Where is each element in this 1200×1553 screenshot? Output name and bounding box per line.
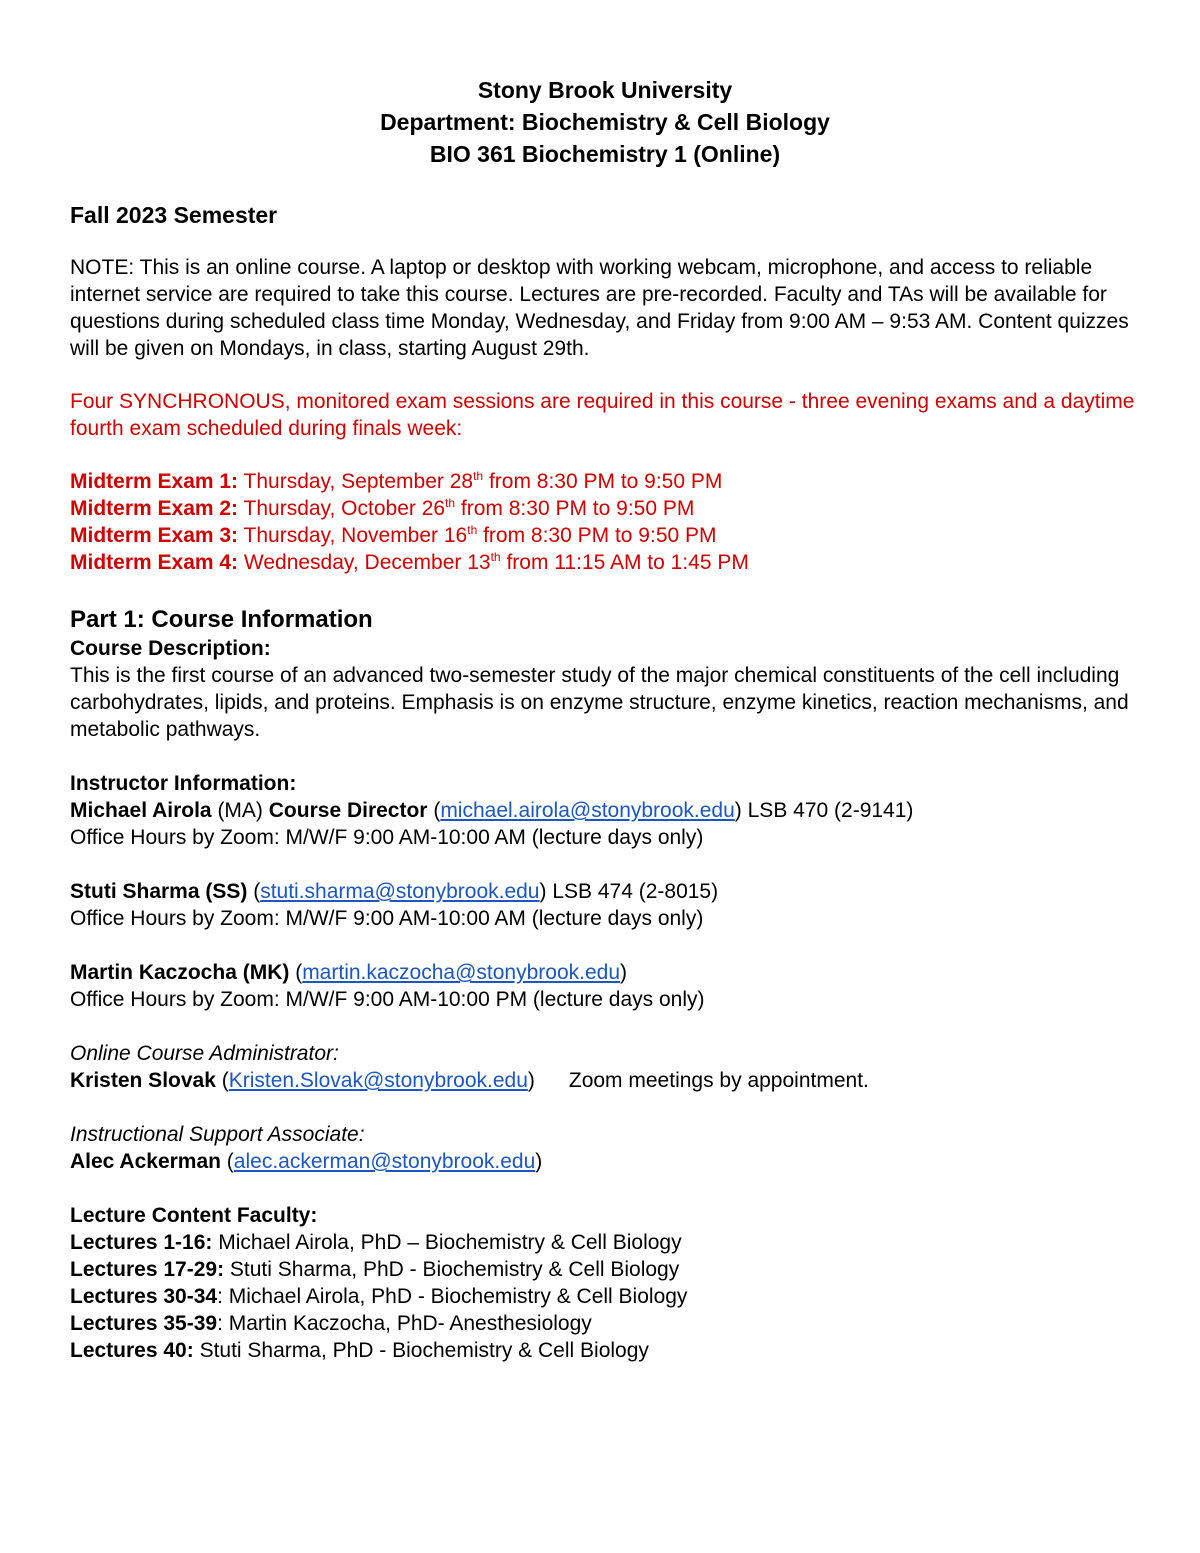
email-link-ackerman[interactable]: alec.ackerman@stonybrook.edu: [233, 1150, 536, 1173]
exam-row: [70, 468, 1140, 495]
admin-note: Zoom meetings by appointment.: [568, 1069, 869, 1092]
admin-name: Kristen Slovak: [70, 1069, 216, 1092]
instructor-office: LSB 470 (2-9141): [741, 799, 914, 822]
email-link-sharma[interactable]: stuti.sharma@stonybrook.edu: [260, 880, 540, 903]
lecture-faculty-name: Stuti Sharma, PhD - Biochemistry & Cell Biology: [193, 1339, 649, 1362]
instructor-sharma-block: [70, 878, 1140, 932]
lecture-faculty-name: Michael Airola, PhD – Biochemistry & Cell Biology: [212, 1231, 682, 1254]
exam-time: from 11:15 AM to 1:45 PM: [500, 551, 749, 574]
exam-date: Wednesday, December 13: [238, 551, 491, 574]
exam-date: Thursday, November 16: [238, 524, 468, 547]
lecture-faculty-name: : Martin Kaczocha, PhD- Anesthesiology: [217, 1312, 592, 1335]
exam-row: [70, 495, 1140, 522]
exam-schedule: [70, 468, 1140, 576]
office-hours-sharma: Office Hours by Zoom: M/W/F 9:00 AM-10:00 AM (lecture days only): [70, 907, 704, 930]
semester-heading: Fall 2023 Semester: [70, 202, 278, 228]
instructor-heading: Instructor Information:: [70, 772, 297, 795]
instructor-initials: (MA): [211, 799, 269, 822]
admin-contact: Kristen Slovak (Kristen.Slovak@stonybrook.edu) Zoom meetings by appointment.: [70, 1069, 869, 1092]
course-title: BIO 361 Biochemistry 1 (Online): [429, 141, 781, 167]
lecture-row: [70, 1337, 1140, 1364]
instructor-sharma: Stuti Sharma (SS) (stuti.sharma@stonybrook.edu) LSB 474 (2-8015): [70, 880, 719, 903]
exam-label: Midterm Exam 4:: [70, 551, 239, 574]
lecture-range: Lectures 30-34: [70, 1285, 218, 1308]
lecture-faculty-name: : Michael Airola, PhD - Biochemistry & Cell Biology: [217, 1285, 688, 1308]
online-course-note: NOTE: This is an online course. A laptop or desktop with working webcam, microphone, and access to reliable internet service are required to take this course. Lectures are pre-recorded. Faculty and TAs will be available for questions during scheduled class time Monday, Wednesday, and Friday from 9:00 AM – 9:53 AM. Content quizzes will be given on Mondays, in class, starting August 29th.: [70, 256, 1129, 360]
instructor-kaczocha-block: [70, 959, 1140, 1013]
exam-label: Midterm Exam 2:: [70, 497, 239, 520]
exam-date-suffix: th: [490, 550, 501, 564]
part1-heading: Part 1: Course Information: [70, 606, 373, 633]
instructor-name: Martin Kaczocha (MK): [70, 961, 290, 984]
lecture-range: Lectures 35-39: [70, 1312, 218, 1335]
instructor-role: Course Director: [268, 799, 428, 822]
syllabus-page: [70, 74, 1140, 1364]
lecture-range: Lectures 17-29:: [70, 1258, 225, 1281]
lecture-faculty-heading: Lecture Content Faculty:: [70, 1204, 318, 1227]
support-contact: Alec Ackerman (alec.ackerman@stonybrook.edu): [70, 1150, 543, 1173]
department-name: Department: Biochemistry & Cell Biology: [380, 109, 830, 135]
email-link-kaczocha[interactable]: martin.kaczocha@stonybrook.edu: [302, 961, 620, 984]
admin-role: Online Course Administrator:: [70, 1042, 339, 1065]
exam-date-suffix: th: [473, 469, 484, 483]
email-link-airola[interactable]: michael.airola@stonybrook.edu: [440, 799, 735, 822]
lecture-row: [70, 1256, 1140, 1283]
exam-time: from 8:30 PM to 9:50 PM: [483, 470, 723, 493]
lecture-faculty-name: Stuti Sharma, PhD - Biochemistry & Cell Biology: [224, 1258, 680, 1281]
exam-row: [70, 522, 1140, 549]
lecture-range: Lectures 40:: [70, 1339, 194, 1362]
instructor-kaczocha: Martin Kaczocha (MK) (martin.kaczocha@stonybrook.edu): [70, 961, 627, 984]
exam-label: Midterm Exam 3:: [70, 524, 239, 547]
email-link-slovak[interactable]: Kristen.Slovak@stonybrook.edu: [228, 1069, 528, 1092]
document-header: [70, 74, 1140, 170]
lecture-row: [70, 1229, 1140, 1256]
exam-warning: Four SYNCHRONOUS, monitored exam sessions are required in this course - three evening exams and a daytime fourth exam scheduled during finals week:: [70, 390, 1135, 440]
exam-date: Thursday, September 28: [238, 470, 474, 493]
exam-row: [70, 549, 1140, 576]
support-associate: [70, 1121, 1140, 1175]
instructor-office: LSB 474 (2-8015): [546, 880, 719, 903]
course-description-heading: Course Description:: [70, 637, 271, 660]
exam-date-suffix: th: [467, 523, 478, 537]
exam-time: from 8:30 PM to 9:50 PM: [455, 497, 695, 520]
lecture-range: Lectures 1-16:: [70, 1231, 213, 1254]
university-name: Stony Brook University: [477, 77, 733, 103]
lecture-row: [70, 1283, 1140, 1310]
office-hours-kaczocha: Office Hours by Zoom: M/W/F 9:00 AM-10:00 PM (lecture days only): [70, 988, 705, 1011]
support-role: Instructional Support Associate:: [70, 1123, 365, 1146]
exam-label: Midterm Exam 1:: [70, 470, 239, 493]
instructor-name: Stuti Sharma (SS): [70, 880, 248, 903]
exam-date-suffix: th: [445, 496, 456, 510]
support-name: Alec Ackerman: [70, 1150, 221, 1173]
course-administrator: [70, 1040, 1140, 1094]
office-hours-airola: Office Hours by Zoom: M/W/F 9:00 AM-10:00 AM (lecture days only): [70, 826, 704, 849]
instructor-name: Michael Airola: [70, 799, 212, 822]
lecture-faculty: [70, 1202, 1140, 1364]
instructor-info: [70, 770, 1140, 851]
instructor-airola: Michael Airola (MA) Course Director (michael.airola@stonybrook.edu) LSB 470 (2-9141): [70, 799, 914, 822]
course-description: This is the first course of an advanced two-semester study of the major chemical constituents of the cell including carbohydrates, lipids, and proteins. Emphasis is on enzyme structure, enzyme kinetics, reaction mechanisms, and metabolic pathways.: [70, 664, 1129, 741]
lecture-row: [70, 1310, 1140, 1337]
exam-date: Thursday, October 26: [238, 497, 446, 520]
exam-time: from 8:30 PM to 9:50 PM: [477, 524, 717, 547]
